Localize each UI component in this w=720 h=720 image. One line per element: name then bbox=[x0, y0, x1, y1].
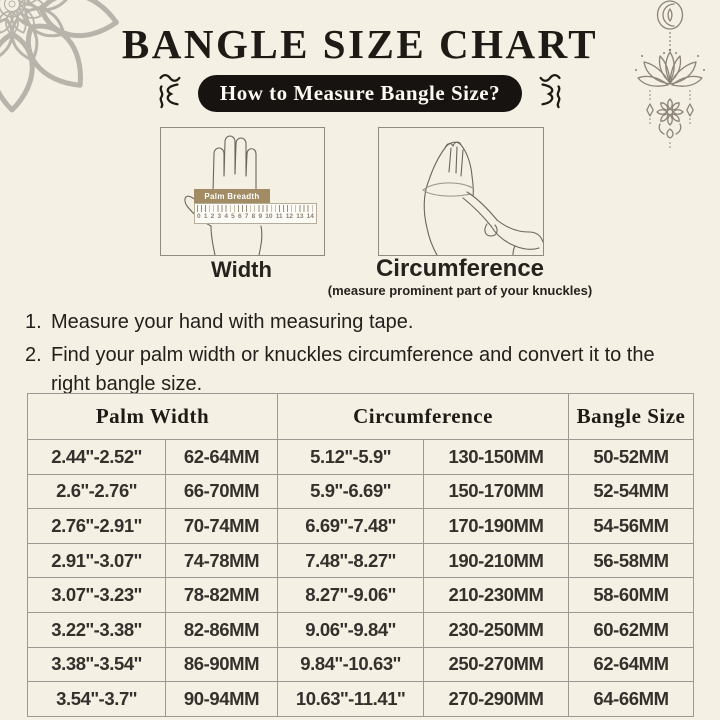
table-cell: 5.9''-6.69'' bbox=[278, 474, 424, 509]
table-cell: 2.6''-2.76'' bbox=[28, 474, 166, 509]
circumference-caption: (measure prominent part of your knuckles) bbox=[327, 283, 593, 298]
header-bangle-size: Bangle Size bbox=[569, 394, 694, 440]
instruction-1 bbox=[25, 308, 693, 336]
instruction-number: 2. bbox=[25, 344, 42, 367]
instructions-list bbox=[25, 308, 693, 403]
table-cell: 130-150MM bbox=[424, 440, 569, 475]
ruler-number: 2 bbox=[210, 213, 215, 220]
table-cell: 230-250MM bbox=[424, 612, 569, 647]
table-cell: 210-230MM bbox=[424, 578, 569, 613]
instruction-text: Measure your hand with measuring tape. bbox=[51, 311, 414, 333]
table-cell: 8.27''-9.06'' bbox=[278, 578, 424, 613]
table-cell: 62-64MM bbox=[569, 647, 694, 682]
table-row bbox=[28, 647, 694, 682]
table-cell: 56-58MM bbox=[569, 543, 694, 578]
table-cell: 78-82MM bbox=[166, 578, 278, 613]
table-cell: 54-56MM bbox=[569, 509, 694, 544]
ruler-numbers bbox=[195, 212, 316, 222]
ruler-ticks bbox=[197, 205, 314, 212]
hand-circumference-illustration-icon bbox=[379, 128, 543, 255]
header-palm-width: Palm Width bbox=[28, 394, 278, 440]
table-cell: 3.54''-3.7'' bbox=[28, 682, 166, 717]
table-cell: 2.44''-2.52'' bbox=[28, 440, 166, 475]
ruler-number: 13 bbox=[296, 213, 304, 220]
table-cell: 58-60MM bbox=[569, 578, 694, 613]
table-cell: 5.12''-5.9'' bbox=[278, 440, 424, 475]
ruler-number: 14 bbox=[306, 213, 314, 220]
bangle-size-table bbox=[27, 393, 694, 717]
width-figure-box bbox=[160, 127, 325, 256]
table-cell: 66-70MM bbox=[166, 474, 278, 509]
ruler-number: 5 bbox=[231, 213, 235, 220]
table-cell: 9.06''-9.84'' bbox=[278, 612, 424, 647]
table-cell: 2.76''-2.91'' bbox=[28, 509, 166, 544]
instruction-text: Find your palm width or knuckles circumference and convert it to the right bangle size. bbox=[51, 344, 655, 395]
ruler-number: 10 bbox=[265, 213, 273, 220]
table-cell: 3.22''-3.38'' bbox=[28, 612, 166, 647]
table-cell: 170-190MM bbox=[424, 509, 569, 544]
table-cell: 60-62MM bbox=[569, 612, 694, 647]
header-circumference: Circumference bbox=[278, 394, 569, 440]
table-row bbox=[28, 474, 694, 509]
table-row bbox=[28, 578, 694, 613]
table-cell: 52-54MM bbox=[569, 474, 694, 509]
table-cell: 50-52MM bbox=[569, 440, 694, 475]
circumference-label: Circumference bbox=[375, 255, 545, 282]
ruler bbox=[194, 203, 317, 224]
table-cell: 2.91''-3.07'' bbox=[28, 543, 166, 578]
table-cell: 74-78MM bbox=[166, 543, 278, 578]
instruction-2 bbox=[25, 341, 693, 398]
page-title: BANGLE SIZE CHART bbox=[121, 21, 599, 67]
circumference-figure-box bbox=[378, 127, 544, 256]
table-cell: 270-290MM bbox=[424, 682, 569, 717]
table-header-row bbox=[28, 394, 694, 440]
table-row bbox=[28, 509, 694, 544]
table-cell: 250-270MM bbox=[424, 647, 569, 682]
ruler-number: 1 bbox=[203, 213, 208, 220]
table-cell: 6.69''-7.48'' bbox=[278, 509, 424, 544]
how-to-measure-banner bbox=[0, 74, 720, 112]
width-label: Width bbox=[211, 257, 272, 282]
banner-pill: How to Measure Bangle Size? bbox=[198, 75, 522, 112]
table-row bbox=[28, 543, 694, 578]
ruler-number: 8 bbox=[251, 213, 256, 220]
table-row bbox=[28, 440, 694, 475]
table-cell: 90-94MM bbox=[166, 682, 278, 717]
table-row bbox=[28, 612, 694, 647]
ruler-number: 12 bbox=[285, 213, 294, 220]
ruler-number: 9 bbox=[258, 213, 263, 220]
instruction-number: 1. bbox=[25, 311, 42, 333]
ruler-number: 6 bbox=[237, 213, 242, 220]
table-cell: 190-210MM bbox=[424, 543, 569, 578]
table-row bbox=[28, 682, 694, 717]
table-cell: 10.63''-11.41'' bbox=[278, 682, 424, 717]
flourish-left-icon bbox=[153, 71, 185, 115]
flourish-right-icon bbox=[535, 71, 567, 115]
ruler-number: 7 bbox=[244, 213, 249, 220]
ruler-number: 11 bbox=[275, 213, 283, 220]
table-cell: 64-66MM bbox=[569, 682, 694, 717]
table-cell: 62-64MM bbox=[166, 440, 278, 475]
table-cell: 150-170MM bbox=[424, 474, 569, 509]
table-cell: 9.84''-10.63'' bbox=[278, 647, 424, 682]
ruler-number: 3 bbox=[217, 213, 222, 220]
table-cell: 82-86MM bbox=[166, 612, 278, 647]
ruler-number: 0 bbox=[197, 213, 201, 220]
ruler-number: 4 bbox=[224, 213, 228, 220]
table-cell: 3.07''-3.23'' bbox=[28, 578, 166, 613]
table-cell: 7.48''-8.27'' bbox=[278, 543, 424, 578]
table-cell: 70-74MM bbox=[166, 509, 278, 544]
table-cell: 3.38''-3.54'' bbox=[28, 647, 166, 682]
palm-breadth-tape-label: Palm Breadth bbox=[194, 189, 270, 203]
table-cell: 86-90MM bbox=[166, 647, 278, 682]
